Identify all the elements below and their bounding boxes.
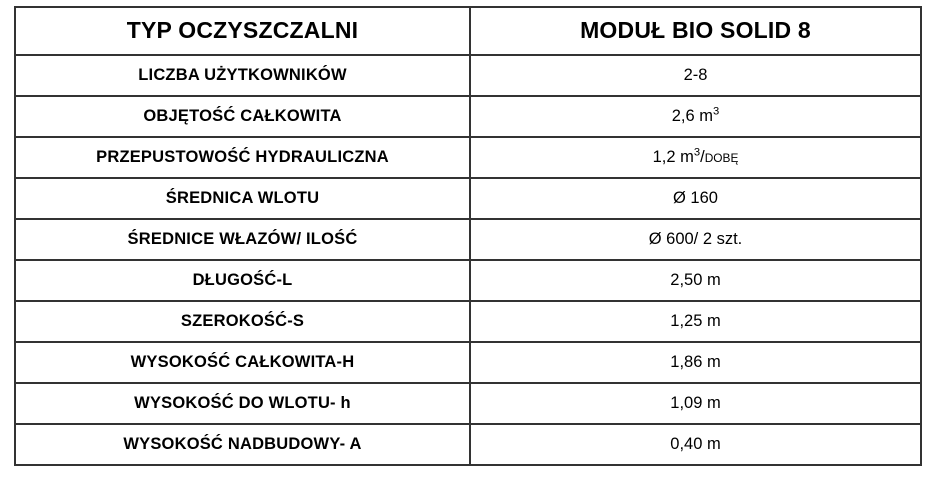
row-label-text: OBJĘTOŚĆ CAŁKOWITA — [143, 107, 342, 126]
row-label-text: ŚREDNICE WŁAZÓW/ ILOŚĆ — [127, 230, 358, 249]
row-value-text: 0,40 m — [670, 435, 721, 454]
table-row — [15, 342, 921, 383]
row-value-cell — [470, 96, 921, 137]
row-value-cell — [470, 424, 921, 465]
row-value-cell — [470, 137, 921, 178]
row-label-cell — [15, 96, 470, 137]
table-row — [15, 383, 921, 424]
table-header-cell-label — [15, 7, 470, 55]
table-row — [15, 301, 921, 342]
value-exponent: 3 — [693, 146, 701, 159]
row-value-cell — [470, 383, 921, 424]
row-label-cell — [15, 219, 470, 260]
row-label-text: WYSOKOŚĆ DO WLOTU- h — [134, 394, 351, 413]
table-row — [15, 260, 921, 301]
row-value-cell — [470, 260, 921, 301]
table-header-cell-value — [470, 7, 921, 55]
row-label-cell — [15, 55, 470, 96]
row-value-text: 2,50 m — [670, 271, 721, 290]
header-value-text: MODUŁ BIO SOLID 8 — [580, 17, 811, 44]
value-unit-period: DOBĘ — [704, 151, 739, 166]
row-label-text: DŁUGOŚĆ-L — [192, 271, 293, 290]
row-value-cell — [470, 219, 921, 260]
table-row — [15, 55, 921, 96]
row-label-text: ŚREDNICA WLOTU — [165, 189, 320, 208]
row-label-cell — [15, 383, 470, 424]
row-value-text: 1,09 m — [670, 394, 721, 413]
row-value-cell — [470, 301, 921, 342]
row-value-text: Ø 600/ 2 szt. — [648, 230, 743, 249]
row-value-cell — [470, 342, 921, 383]
specification-table — [14, 6, 922, 466]
row-label-cell — [15, 260, 470, 301]
row-label-cell — [15, 342, 470, 383]
table-row — [15, 424, 921, 465]
row-value-text: 2-8 — [683, 66, 708, 85]
value-number: 2,6 m — [671, 107, 714, 126]
row-label-cell — [15, 178, 470, 219]
row-label-cell — [15, 137, 470, 178]
row-label-text: WYSOKOŚĆ NADBUDOWY- A — [123, 435, 362, 454]
row-value-text — [471, 107, 920, 125]
row-label-text: SZEROKOŚĆ-S — [180, 312, 305, 331]
header-label-text: TYP OCZYSZCZALNI — [126, 17, 359, 44]
value-exponent: 3 — [713, 105, 720, 118]
row-label-cell — [15, 301, 470, 342]
table-header-row — [15, 7, 921, 55]
row-value-cell — [470, 55, 921, 96]
row-label-text: WYSOKOŚĆ CAŁKOWITA-H — [130, 353, 355, 372]
table-row — [15, 96, 921, 137]
table-row — [15, 219, 921, 260]
row-value-text: 1,25 m — [670, 312, 721, 331]
table-row — [15, 137, 921, 178]
row-value-text: 1,86 m — [670, 353, 721, 372]
value-separator: / — [700, 148, 705, 167]
row-label-text: PRZEPUSTOWOŚĆ HYDRAULICZNA — [96, 148, 389, 167]
table-row — [15, 178, 921, 219]
row-value-text — [471, 148, 920, 166]
row-label-cell — [15, 424, 470, 465]
row-label-text: LICZBA UŻYTKOWNIKÓW — [138, 66, 347, 85]
value-number: 1,2 m — [652, 148, 694, 167]
row-value-text: Ø 160 — [673, 189, 718, 208]
row-value-cell — [470, 178, 921, 219]
